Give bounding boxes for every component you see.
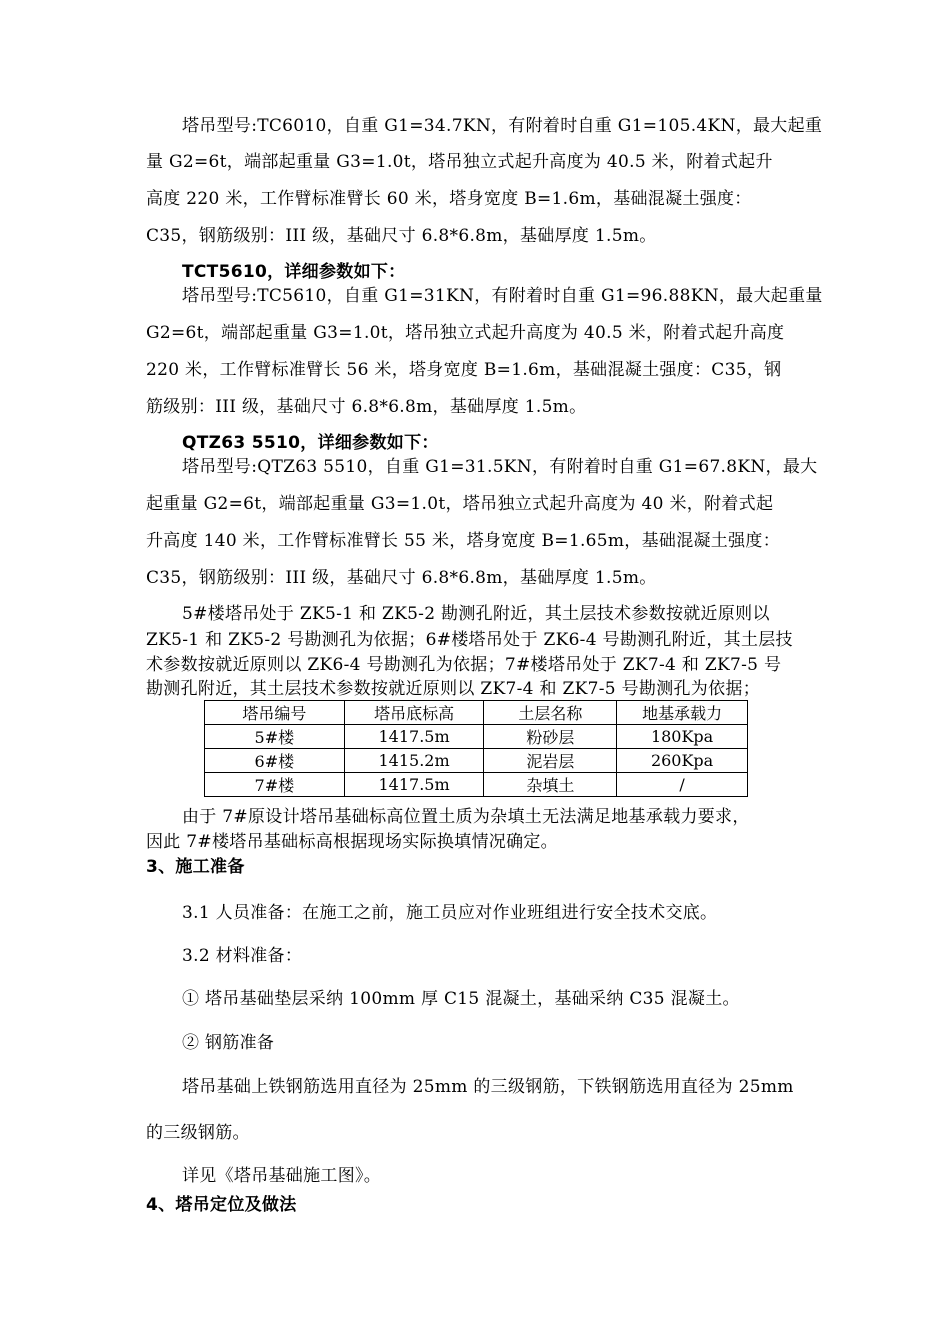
qtz63-line-2: 起重量 G2=6t，端部起重量 G3=1.0t，塔吊独立式起升高度为 40 米，附着式起 [146,494,774,514]
material-item-2: ② 钢筋准备 [182,1033,275,1053]
section-4-title: 4、塔吊定位及做法 [146,1195,297,1215]
soil-intro-line-4: 勘测孔附近，其土层技术参数按就近原则以 ZK7-4 和 ZK7-5 号勘测孔为依据； [146,679,760,699]
table-cell: 7#楼 [205,773,345,797]
tct5610-line-2: G2=6t，端部起重量 G3=1.0t，塔吊独立式起升高度为 40.5 米，附着式起升高度 [146,323,785,343]
qtz63-heading: QTZ63 5510，详细参数如下： [182,433,439,453]
table-cell: 5#楼 [205,725,345,749]
rebar-line-1: 塔吊基础上铁钢筋选用直径为 25mm 的三级钢筋，下铁钢筋选用直径为 25mm [182,1077,794,1097]
see-drawing: 详见《塔吊基础施工图》。 [182,1166,382,1186]
soil-intro-line-3: 术参数按就近原则以 ZK6-4 号勘测孔为依据；7#楼塔吊处于 ZK7-4 和 ZK7-5 号 [146,655,782,675]
personnel-prep: 3.1 人员准备：在施工之前，施工员应对作业班组进行安全技术交底。 [182,903,718,923]
section-3-title: 3、施工准备 [146,857,245,877]
soil-intro-line-1: 5#楼塔吊处于 ZK5-1 和 ZK5-2 勘测孔附近，其土层技术参数按就近原则以 [182,604,770,624]
tc6010-line-2: 量 G2=6t，端部起重量 G3=1.0t，塔吊独立式起升高度为 40.5 米，附着式起升 [146,152,773,172]
table-cell: 260Kpa [617,749,748,773]
table-header-row [205,701,748,725]
table-cell: 6#楼 [205,749,345,773]
tc6010-line-3: 高度 220 米，工作臂标准臂长 60 米，塔身宽度 B=1.6m，基础混凝土强度： [146,189,752,209]
table-cell: 1417.5m [344,773,484,797]
materials-prep: 3.2 材料准备： [182,946,303,966]
table-header-cell: 地基承载力 [617,701,748,725]
table-cell: 1415.2m [344,749,484,773]
tct5610-line-4: 筋级别：III 级，基础尺寸 6.8*6.8m，基础厚度 1.5m。 [146,397,587,417]
table-cell: 180Kpa [617,725,748,749]
qtz63-line-3: 升高度 140 米，工作臂标准臂长 55 米，塔身宽度 B=1.65m，基础混凝土强度： [146,531,781,551]
table-header-cell: 塔吊编号 [205,701,345,725]
table-row [205,725,748,749]
note-line-1: 由于 7#原设计塔吊基础标高位置土质为杂填土无法满足地基承载力要求， [182,807,750,827]
table-cell: 1417.5m [344,725,484,749]
table-header-cell: 土层名称 [484,701,617,725]
qtz63-line-1: 塔吊型号:QTZ63 5510，自重 G1=31.5KN，有附着时自重 G1=67.8KN，最大 [182,457,818,477]
rebar-line-2: 的三级钢筋。 [146,1123,250,1143]
table-cell: 粉砂层 [484,725,617,749]
tct5610-line-3: 220 米，工作臂标准臂长 56 米，塔身宽度 B=1.6m，基础混凝土强度：C35，钢 [146,360,782,380]
note-line-2: 因此 7#楼塔吊基础标高根据现场实际换填情况确定。 [146,832,558,852]
tc6010-line-1: 塔吊型号:TC6010，自重 G1=34.7KN，有附着时自重 G1=105.4KN，最大起重 [182,116,823,136]
qtz63-line-4: C35，钢筋级别：III 级，基础尺寸 6.8*6.8m，基础厚度 1.5m。 [146,568,657,588]
table-cell: 泥岩层 [484,749,617,773]
table-cell: / [617,773,748,797]
tct5610-line-1: 塔吊型号:TC5610，自重 G1=31KN，有附着时自重 G1=96.88KN，最大起重量 [182,286,823,306]
tc6010-line-4: C35，钢筋级别：III 级，基础尺寸 6.8*6.8m，基础厚度 1.5m。 [146,226,657,246]
soil-intro-line-2: ZK5-1 和 ZK5-2 号勘测孔为依据；6#楼塔吊处于 ZK6-4 号勘测孔附近，其土层技 [146,630,793,650]
material-item-1: ① 塔吊基础垫层采纳 100mm 厚 C15 混凝土，基础采纳 C35 混凝土。 [182,989,740,1009]
table-row [205,749,748,773]
table-header-cell: 塔吊底标高 [344,701,484,725]
table-row [205,773,748,797]
table-cell: 杂填土 [484,773,617,797]
soil-table [204,700,748,797]
tct5610-heading: TCT5610，详细参数如下： [182,262,406,282]
